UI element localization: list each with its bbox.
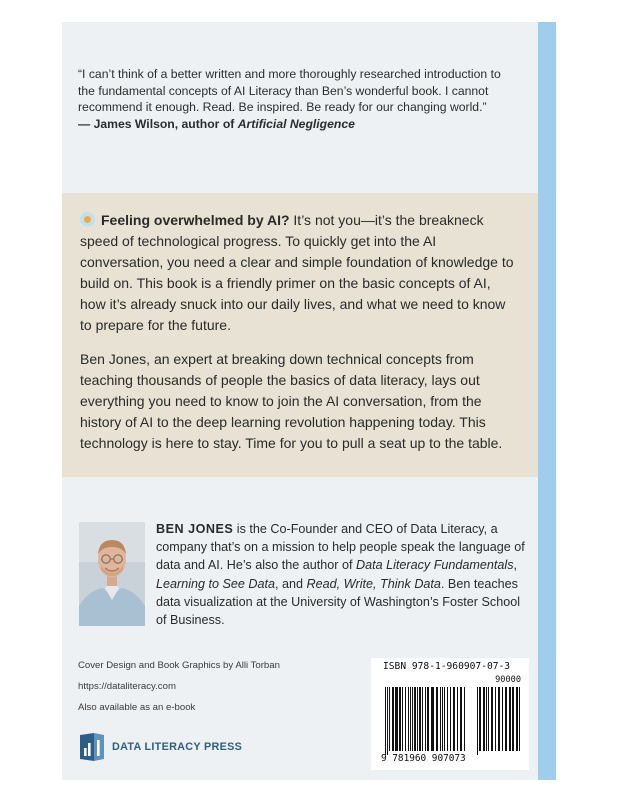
quote-attribution xyxy=(78,116,518,133)
endorsement-quote xyxy=(78,66,518,132)
attribution-book-title: Artificial Negligence xyxy=(237,116,355,131)
author-portrait-icon xyxy=(79,522,145,626)
attribution-prefix: — James Wilson, author of xyxy=(78,116,235,131)
isbn-barcode xyxy=(371,658,529,770)
book-title-1: Data Literacy Fundamentals xyxy=(356,558,514,573)
bio-text-1: is the Co-Founder and CEO of Data Literacy, a company that’s on a mission to help people speak the language of data and AI. He’s also the author of xyxy=(156,522,525,573)
ebook-note: Also available as an e-book xyxy=(78,702,196,713)
author-name: BEN JONES xyxy=(156,522,234,536)
blurb-paragraph-1-text: It’s not you—it’s the breakneck speed of technological progress. To quickly get into the AI conversation, you need a clear and simple foundation of knowledge to build on. This book is a friendly primer on the basic concepts of AI, how it’s already snuck into our daily lives, and what we need to know to prepare for the future. xyxy=(80,212,514,333)
author-photo xyxy=(79,522,145,626)
book-title-3: Read, Write, Think Data xyxy=(306,576,441,591)
website-url: https://dataliteracy.com xyxy=(78,681,176,692)
publisher-logo xyxy=(78,731,242,763)
sun-bullet-icon xyxy=(80,212,95,227)
book-title-2: Learning to See Data xyxy=(156,576,276,591)
book-spine xyxy=(538,22,556,780)
bio-text-3: , and xyxy=(275,576,307,591)
blurb-paragraph-1 xyxy=(80,210,520,336)
publisher-name: DATA LITERACY PRESS xyxy=(112,741,243,753)
design-credit: Cover Design and Book Graphics by Alli Torban xyxy=(78,660,280,671)
price-code: 90000 xyxy=(495,675,521,685)
blurb-paragraph-2: Ben Jones, an expert at breaking down technical concepts from teaching thousands of people the basics of data literacy, lays out everything you need to know to join the AI conversation, from the history of AI to the deep learning revolution happening today. This technology is here to stay. Time for you to pull a seat up to the table. xyxy=(80,351,503,451)
isbn-text: ISBN 978-1-960907-07-3 xyxy=(383,661,511,672)
bio-text-2: , xyxy=(513,558,518,573)
bar-chart-book-icon xyxy=(78,731,106,763)
ean-digits: 9 781960 907073 xyxy=(381,753,466,764)
blurb-lead: Feeling overwhelmed by AI? xyxy=(101,212,290,228)
bio-text-4: . Ben teaches data visualization at the University of Washington’s Foster School of Business. xyxy=(156,576,521,628)
author-bio xyxy=(156,520,526,629)
quote-text: “I can’t think of a better written and more thoroughly researched introduction to the fundamental concepts of AI Literacy than Ben’s wonderful book. I cannot recommend it enough. Read. Be inspired. Be ready for our changing world.” xyxy=(78,67,501,114)
